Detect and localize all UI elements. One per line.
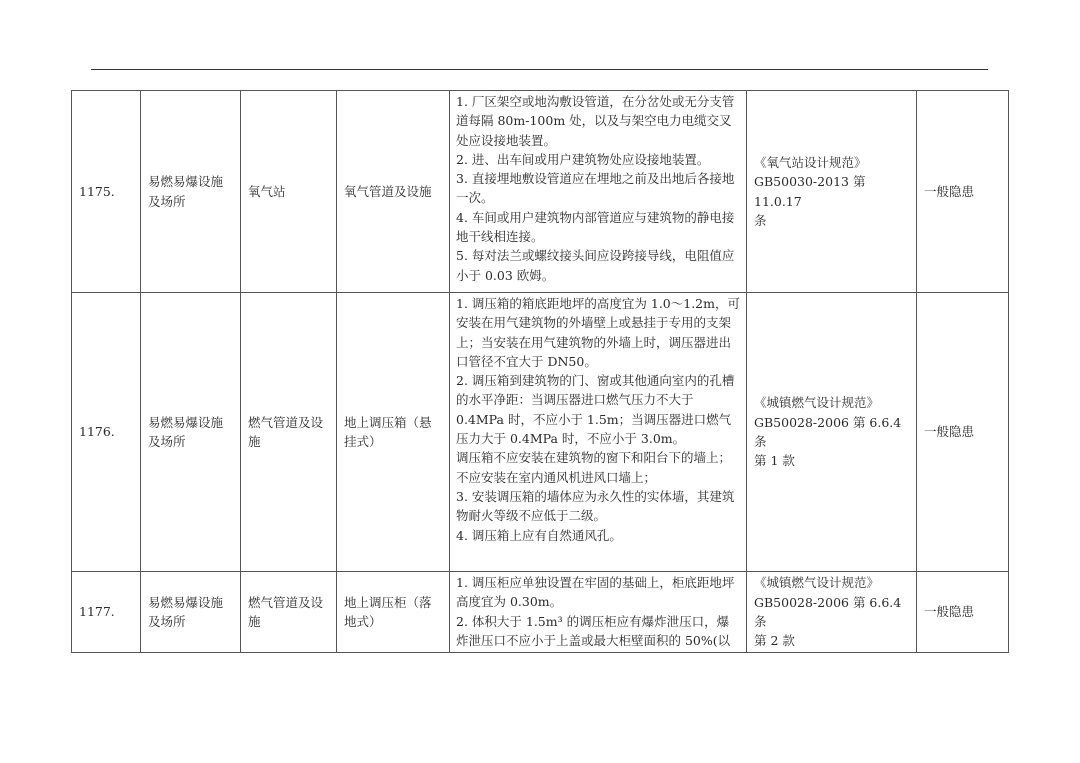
requirement-line: 4. 车间或用户建筑物内部管道应与建筑物的静电接地干线相连接。 — [456, 209, 735, 245]
requirement-line: 不应安装在室内通风机进风口墙上； — [456, 469, 657, 485]
category-cell: 易燃易爆设施及场所 — [141, 91, 241, 293]
hazard-level-cell: 一般隐患 — [917, 572, 1009, 653]
requirement-line: 调压箱不应安装在建筑物的窗下和阳台下的墙上； — [456, 450, 732, 466]
hazard-standards-table — [71, 90, 1009, 653]
category-cell: 易燃易爆设施及场所 — [141, 572, 241, 653]
reference-line: 《氧气站设计规范》 — [754, 154, 867, 170]
requirement-line: 1. 厂区架空或地沟敷设管道，在分岔处或无分支管道每隔 80m-100m 处，以及与架空电力电缆交叉处应设接地装置。 — [456, 94, 735, 148]
header-rule — [91, 69, 988, 70]
requirement-line: 3. 直接埋地敷设管道应在埋地之前及出地后各接地一次。 — [456, 171, 735, 206]
requirement-line: 2. 进、出车间或用户建筑物处应设接地装置。 — [456, 151, 710, 167]
item-cell: 地上调压箱（悬挂式） — [337, 293, 450, 572]
requirement-line: 3. 安装调压箱的墙体应为永久性的实体墙，其建筑物耐火等级不应低于二级。 — [456, 488, 735, 524]
requirement-cell — [450, 293, 747, 572]
category-cell: 易燃易爆设施及场所 — [141, 293, 241, 572]
requirement-line: 1. 调压箱的箱底距地坪的高度宜为 1.0～1.2m，可安装在用气建筑物的外墙壁上或悬挂于专用的支架上；当安装在用气建筑物的外墙上时，调压器进出口管径不宜大于 DN50。 — [456, 296, 740, 369]
table-row — [72, 293, 1009, 572]
place-cell: 氧气站 — [241, 91, 337, 293]
place-cell: 燃气管道及设施 — [241, 572, 337, 653]
row-number: 1176. — [72, 293, 141, 572]
reference-line: GB50028-2006 第 6.6.4 条 — [754, 594, 902, 629]
reference-line: 第 1 款 — [754, 453, 795, 469]
requirement-line: 2. 体积大于 1.5m³ 的调压柜应有爆炸泄压口，爆炸泄压口不应小于上盖或最大柜壁面积的 50%(以 — [456, 613, 731, 648]
row-number: 1175. — [72, 91, 141, 293]
requirement-line: 4. 调压箱上应有自然通风孔。 — [456, 527, 622, 543]
reference-cell — [747, 293, 917, 572]
requirement-cell — [450, 572, 747, 653]
requirement-line: 2. 调压箱到建筑物的门、窗或其他通向室内的孔槽的水平净距：当调压器进口燃气压力不大于 0.4MPa 时，不应小于 1.5m；当调压器进口燃气压力大于 0.4MPa 时，不应小于 3.0m。 — [456, 373, 735, 447]
place-cell: 燃气管道及设施 — [241, 293, 337, 572]
reference-line: GB50030-2013 第 11.0.17 — [754, 174, 866, 209]
hazard-level-cell: 一般隐患 — [917, 91, 1009, 293]
table-row — [72, 572, 1009, 653]
requirement-line: 1. 调压柜应单独设置在牢固的基础上，柜底距地坪高度宜为 0.30m。 — [456, 575, 735, 610]
reference-line: GB50028-2006 第 6.6.4 条 — [754, 414, 902, 449]
item-cell: 氧气管道及设施 — [337, 91, 450, 293]
reference-line: 条 — [754, 212, 767, 228]
requirement-cell — [450, 91, 747, 293]
item-cell: 地上调压柜（落地式） — [337, 572, 450, 653]
reference-line: 第 2 款 — [754, 633, 795, 649]
reference-line: 《城镇燃气设计规范》 — [754, 395, 880, 411]
hazard-level-cell: 一般隐患 — [917, 293, 1009, 572]
reference-cell — [747, 572, 917, 653]
row-number: 1177. — [72, 572, 141, 653]
reference-line: 《城镇燃气设计规范》 — [754, 575, 880, 591]
table-row — [72, 91, 1009, 293]
requirement-line: 5. 每对法兰或螺纹接头间应设跨接导线，电阻值应小于 0.03 欧姆。 — [456, 248, 735, 283]
reference-cell — [747, 91, 917, 293]
